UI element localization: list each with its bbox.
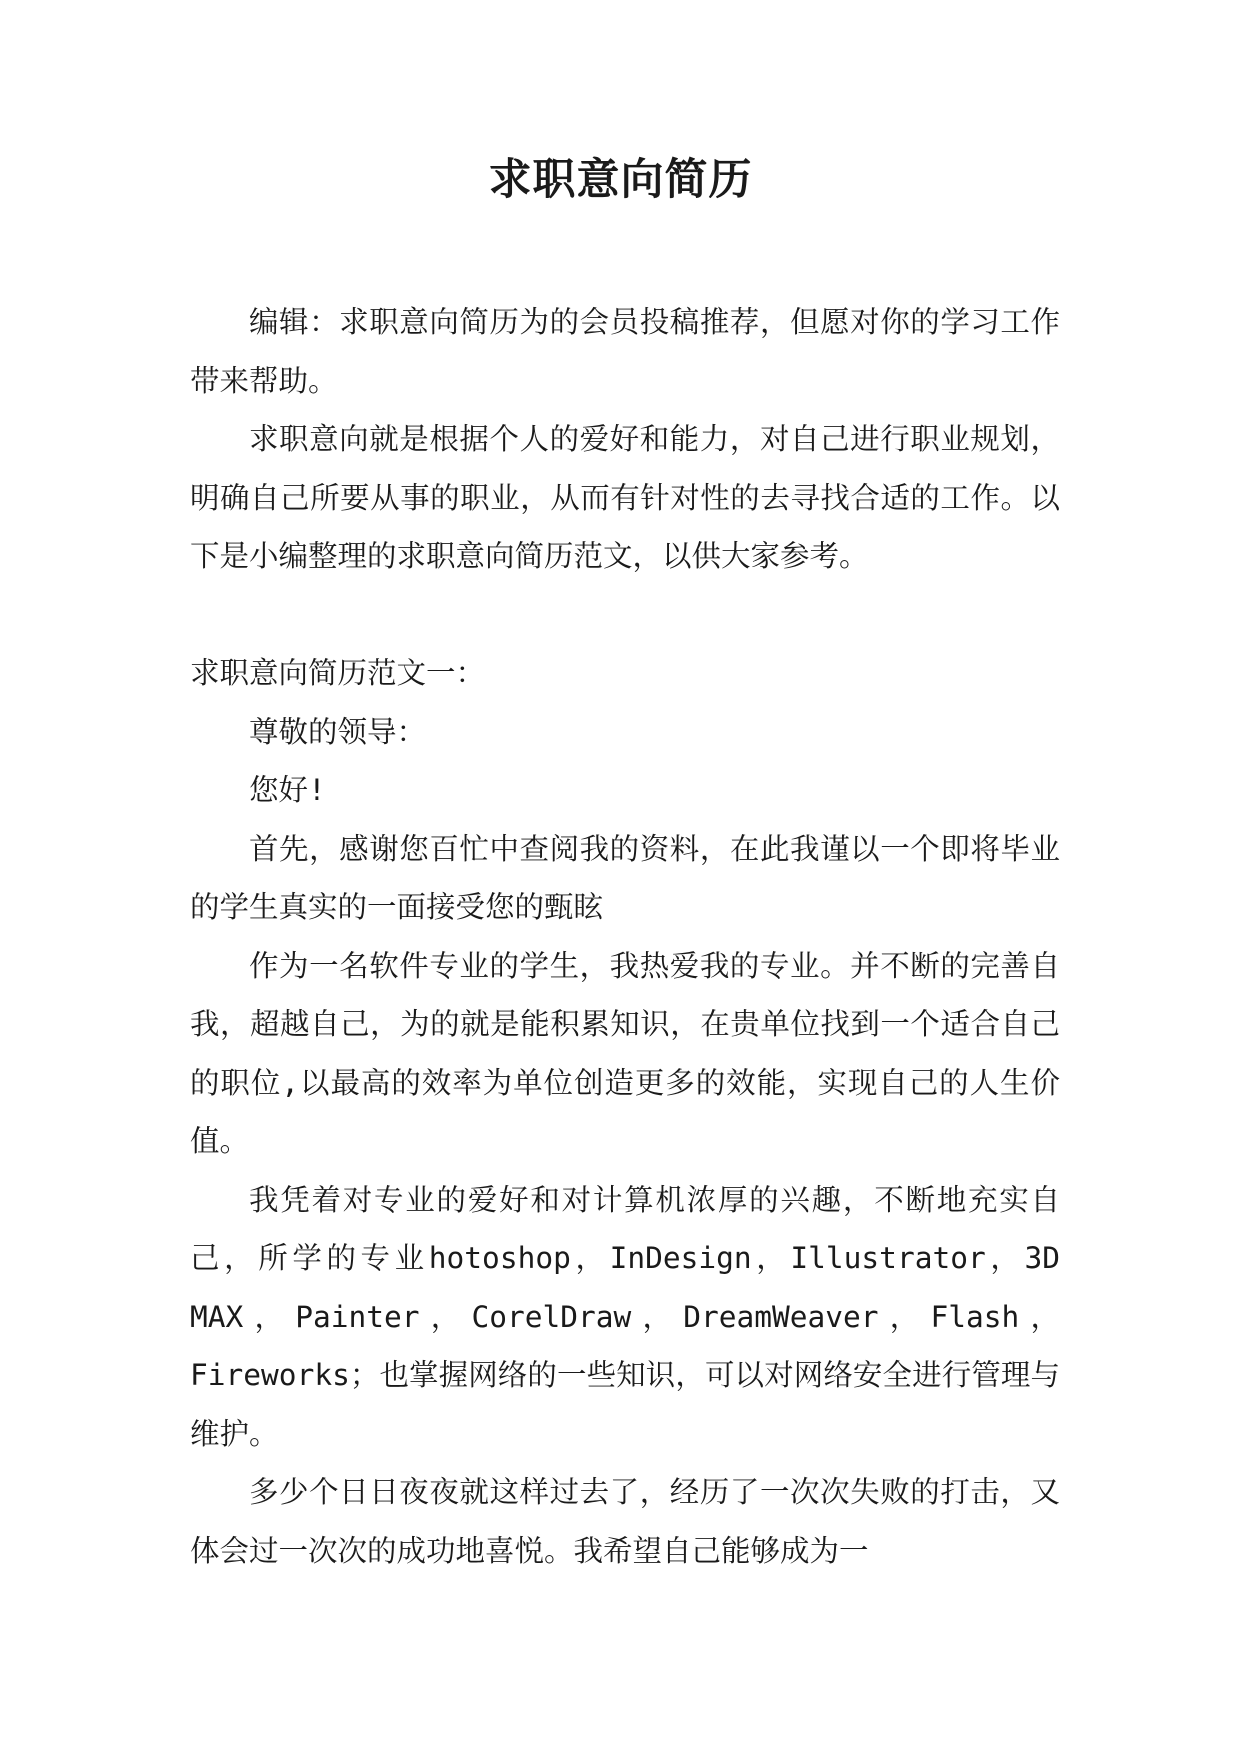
document-body xyxy=(190,293,1060,1580)
intro-paragraph-editor: 编辑：求职意向简历为的会员投稿推荐，但愿对你的学习工作带来帮助。 xyxy=(190,305,1060,398)
letter-paragraph-thanks: 首先，感谢您百忙中查阅我的资料，在此我谨以一个即将毕业的学生真实的一面接受您的甄眩 xyxy=(190,831,1060,924)
paragraph-spacer xyxy=(190,586,1060,645)
letter-salutation: 尊敬的领导： xyxy=(249,714,427,749)
intro-paragraph-definition: 求职意向就是根据个人的爱好和能力，对自己进行职业规划，明确自己所要从事的职业，从而有针对性的去寻找合适的工作。以下是小编整理的求职意向简历范文，以供大家参考。 xyxy=(190,422,1060,573)
letter-paragraph-major: 作为一名软件专业的学生，我热爱我的专业。并不断的完善自我，超越自己，为的就是能积累知识，在贵单位找到一个适合自己的职位,以最高的效率为单位创造更多的效能，实现自己的人生价值。 xyxy=(190,948,1060,1158)
section-heading: 求职意向简历范文一： xyxy=(190,656,486,690)
letter-paragraph-skills: 我凭着对专业的爱好和对计算机浓厚的兴趣，不断地充实自己，所学的专业hotoshop，InDesign，Illustrator，3D MAX，Painter，CorelDraw，DreamWeaver，Flash，Fireworks；也掌握网络的一些知识，可以对网络安全进行管理与维护。 xyxy=(190,1182,1060,1451)
document-title: 求职意向简历 xyxy=(488,155,753,205)
letter-greeting: 您好! xyxy=(249,773,326,807)
letter-paragraph-experience: 多少个日日夜夜就这样过去了，经历了一次次失败的打击，又体会过一次次的成功地喜悦。我希望自己能够成为一 xyxy=(190,1475,1060,1568)
